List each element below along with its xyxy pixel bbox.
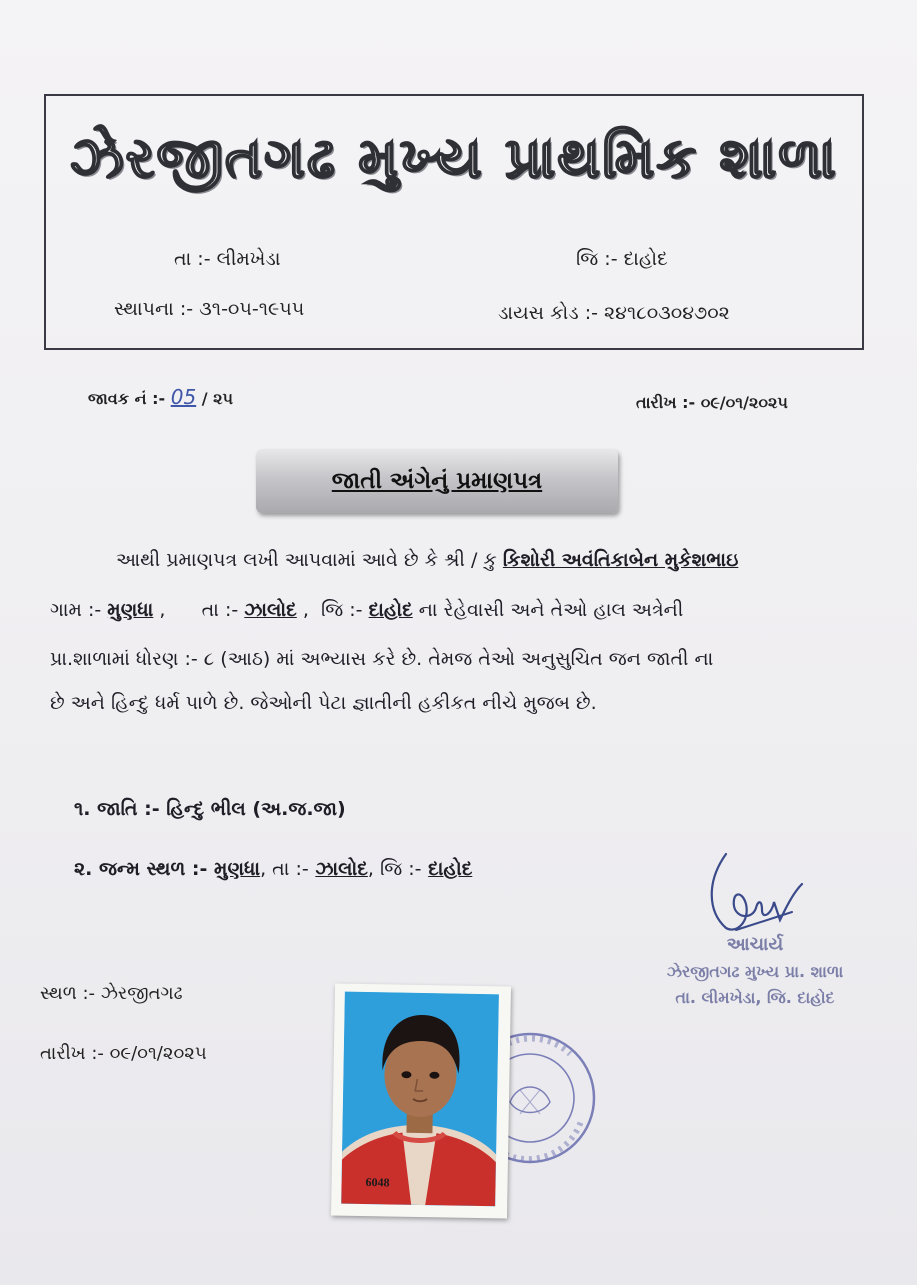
school-header-box [44,94,864,350]
birthplace-item [74,858,472,880]
header-dise-code: ડાયસ કોડ :- ૨૪૧૮૦૩૦૪૭૦૨ [498,302,730,324]
body-line-4: છે અને હિન્દુ ધર્મ પાળે છે. જેઓની પેટા જ્ઞાતીની હકીકત નીચે મુજબ છે. [50,692,597,714]
certificate-title-banner [256,449,618,513]
header-taluka: તા :- લીમખેડા [174,248,281,270]
principal-school: ઝેરજીતગઢ મુખ્ય પ્રા. શાળા [666,962,844,981]
outward-number-handwritten: 05 [170,385,197,409]
outward-year: / ૨૫ [201,389,234,408]
student-photo-image [341,992,499,1207]
taluka-label: , તા :- [159,599,239,621]
birthplace-taluka: ઝાલોદ [315,858,368,880]
village-value: મુણધા [107,599,154,621]
principal-signature-block [650,842,860,1012]
body-line-2 [50,599,683,621]
body-line-1 [116,549,738,571]
birthplace-village: મુણધા [214,858,261,880]
outward-number [88,385,233,409]
district-label: , જિ :- [302,599,363,621]
birthplace-taluka-label: , તા :- [260,858,309,880]
body-line-2-rest: ના રેહેવાસી અને તેઓ હાલ અત્રેની [418,599,684,621]
birthplace-label: ૨. જન્મ સ્થળ :- [74,858,208,880]
taluka-value: ઝાલોદ [244,599,297,621]
footer-date: તારીખ :- ૦૯/૦૧/૨૦૨૫ [40,1043,207,1064]
signature-scribble [696,842,806,938]
photo-number: 6048 [365,1175,390,1190]
header-established: સ્થાપના :- ૩૧-૦૫-૧૯૫૫ [114,298,305,320]
principal-role: આચાર્ય [726,934,784,955]
footer-place: સ્થળ :- ઝેરજીતગઢ [40,983,183,1004]
student-name: કિશોરી અવંતિકાબેન મુકેશભાઇ [502,549,739,571]
header-district: જિ :- દાહોદ [576,248,668,270]
birthplace-district-label: , જિ :- [367,858,422,880]
principal-place: તા. લીમખેડા, જિ. દાહોદ [675,988,835,1007]
district-value: દાહોદ [368,599,413,621]
body-line-1-text: આથી પ્રમાણપત્ર લખી આપવામાં આવે છે કે શ્રી / કુ [116,549,497,571]
body-line-3: પ્રા.શાળામાં ધોરણ :- ૮ (આઠ) માં અભ્યાસ કરે છે. તેમજ તેઓ અનુસુચિત જન જાતી ના [50,648,714,670]
caste-item: ૧. જાતિ :- હિન્દુ ભીલ (અ.જ.જા) [74,798,346,820]
school-name-title: ઝેરજીતગઢ મુખ્ય પ્રાથમિક શાળા [70,126,838,191]
certificate-title: જાતી અંગેનું પ્રમાણપત્ર [331,468,543,494]
student-photo [331,983,511,1218]
reference-date: તારીખ :- ૦૯/૦૧/૨૦૨૫ [636,393,788,412]
village-label: ગામ :- [50,599,102,621]
birthplace-district: દાહોદ [428,858,473,880]
outward-label: જાવક નં :- [88,389,166,408]
